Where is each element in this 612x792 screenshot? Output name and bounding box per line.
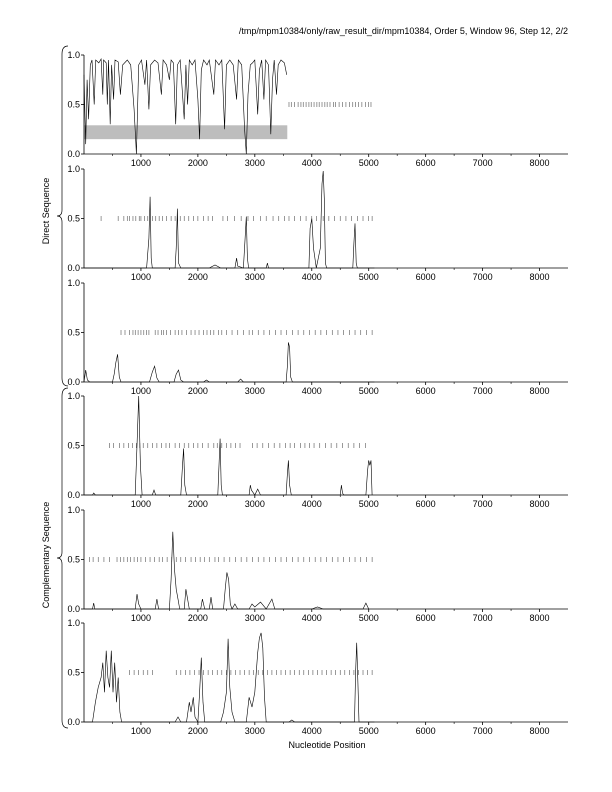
y-tick-label: 0.5: [67, 213, 80, 224]
x-axis-label: Nucleotide Position: [288, 740, 366, 750]
x-tick-label: 5000: [358, 386, 379, 396]
x-tick-label: 1000: [130, 499, 151, 509]
x-tick-label: 6000: [415, 158, 436, 168]
coding-probability-line: [84, 633, 374, 722]
x-tick-label: 8000: [529, 613, 550, 623]
x-tick-label: 7000: [472, 499, 493, 509]
x-tick-label: 4000: [301, 613, 322, 623]
highlight-band: [84, 125, 287, 139]
x-tick-label: 5000: [358, 613, 379, 623]
x-tick-label: 2000: [187, 726, 208, 736]
y-tick-label: 0.0: [67, 263, 80, 273]
x-tick-label: 6000: [415, 499, 436, 509]
x-tick-label: 2000: [187, 613, 208, 623]
x-tick-label: 1000: [130, 272, 151, 282]
x-tick-label: 2000: [187, 158, 208, 168]
x-tick-label: 8000: [529, 499, 550, 509]
x-tick-label: 3000: [244, 499, 265, 509]
x-tick-label: 6000: [415, 386, 436, 396]
x-tick-label: 3000: [244, 158, 265, 168]
coding-probability-line: [84, 532, 369, 609]
x-tick-label: 3000: [244, 613, 265, 623]
x-tick-label: 4000: [301, 499, 322, 509]
x-tick-label: 1000: [130, 613, 151, 623]
group-label-complementary-sequence: Complementary Sequence: [41, 501, 51, 609]
bracket-direct-sequence: [57, 46, 68, 386]
y-tick-label: 1.0: [67, 391, 80, 401]
x-tick-label: 3000: [244, 726, 265, 736]
x-tick-label: 8000: [529, 386, 550, 396]
y-tick-label: 1.0: [67, 164, 80, 174]
x-tick-label: 6000: [415, 613, 436, 623]
y-tick-label: 0.0: [67, 149, 80, 159]
x-tick-label: 3000: [244, 272, 265, 282]
x-tick-label: 1000: [130, 158, 151, 168]
x-tick-label: 4000: [301, 386, 322, 396]
x-tick-label: 2000: [187, 386, 208, 396]
y-tick-label: 1.0: [67, 505, 80, 515]
x-tick-label: 8000: [529, 726, 550, 736]
x-tick-label: 5000: [358, 158, 379, 168]
coding-probability-line: [84, 59, 287, 154]
x-tick-label: 1000: [130, 386, 151, 396]
bracket-complementary-sequence: [57, 388, 68, 728]
panel-2: [67, 164, 568, 282]
x-tick-label: 5000: [358, 499, 379, 509]
y-tick-label: 0.0: [67, 490, 80, 500]
x-tick-label: 5000: [358, 726, 379, 736]
x-tick-label: 7000: [472, 386, 493, 396]
y-tick-label: 0.5: [67, 554, 80, 565]
x-tick-label: 1000: [130, 726, 151, 736]
y-tick-label: 1.0: [67, 50, 80, 60]
y-tick-label: 0.0: [67, 377, 80, 387]
coding-probability-line: [84, 342, 374, 382]
x-tick-label: 2000: [187, 499, 208, 509]
x-tick-label: 7000: [472, 158, 493, 168]
x-tick-label: 2000: [187, 272, 208, 282]
x-tick-label: 8000: [529, 158, 550, 168]
x-tick-label: 4000: [301, 726, 322, 736]
panel-1: [67, 50, 568, 168]
y-tick-label: 0.5: [67, 667, 80, 678]
x-tick-label: 7000: [472, 613, 493, 623]
x-tick-label: 8000: [529, 272, 550, 282]
x-tick-label: 6000: [415, 726, 436, 736]
x-tick-label: 7000: [472, 726, 493, 736]
coding-probability-line: [84, 396, 372, 495]
page-header: /tmp/mpm10384/only/raw_result_dir/mpm10384, Order 5, Window 96, Step 12, 2/2: [238, 26, 568, 36]
y-tick-label: 0.0: [67, 717, 80, 727]
x-tick-label: 5000: [358, 272, 379, 282]
panel-3: [67, 278, 568, 396]
x-tick-label: 4000: [301, 158, 322, 168]
y-tick-label: 1.0: [67, 618, 80, 628]
y-tick-label: 0.5: [67, 440, 80, 451]
y-tick-label: 0.0: [67, 604, 80, 614]
group-label-direct-sequence: Direct Sequence: [41, 177, 51, 245]
y-tick-label: 1.0: [67, 278, 80, 288]
y-tick-label: 0.5: [67, 99, 80, 110]
panel-5: [67, 505, 568, 623]
x-tick-label: 7000: [472, 272, 493, 282]
panel-4: [67, 391, 568, 509]
x-tick-label: 4000: [301, 272, 322, 282]
y-tick-label: 0.5: [67, 327, 80, 338]
panel-6: [67, 618, 568, 736]
x-tick-label: 6000: [415, 272, 436, 282]
x-tick-label: 3000: [244, 386, 265, 396]
